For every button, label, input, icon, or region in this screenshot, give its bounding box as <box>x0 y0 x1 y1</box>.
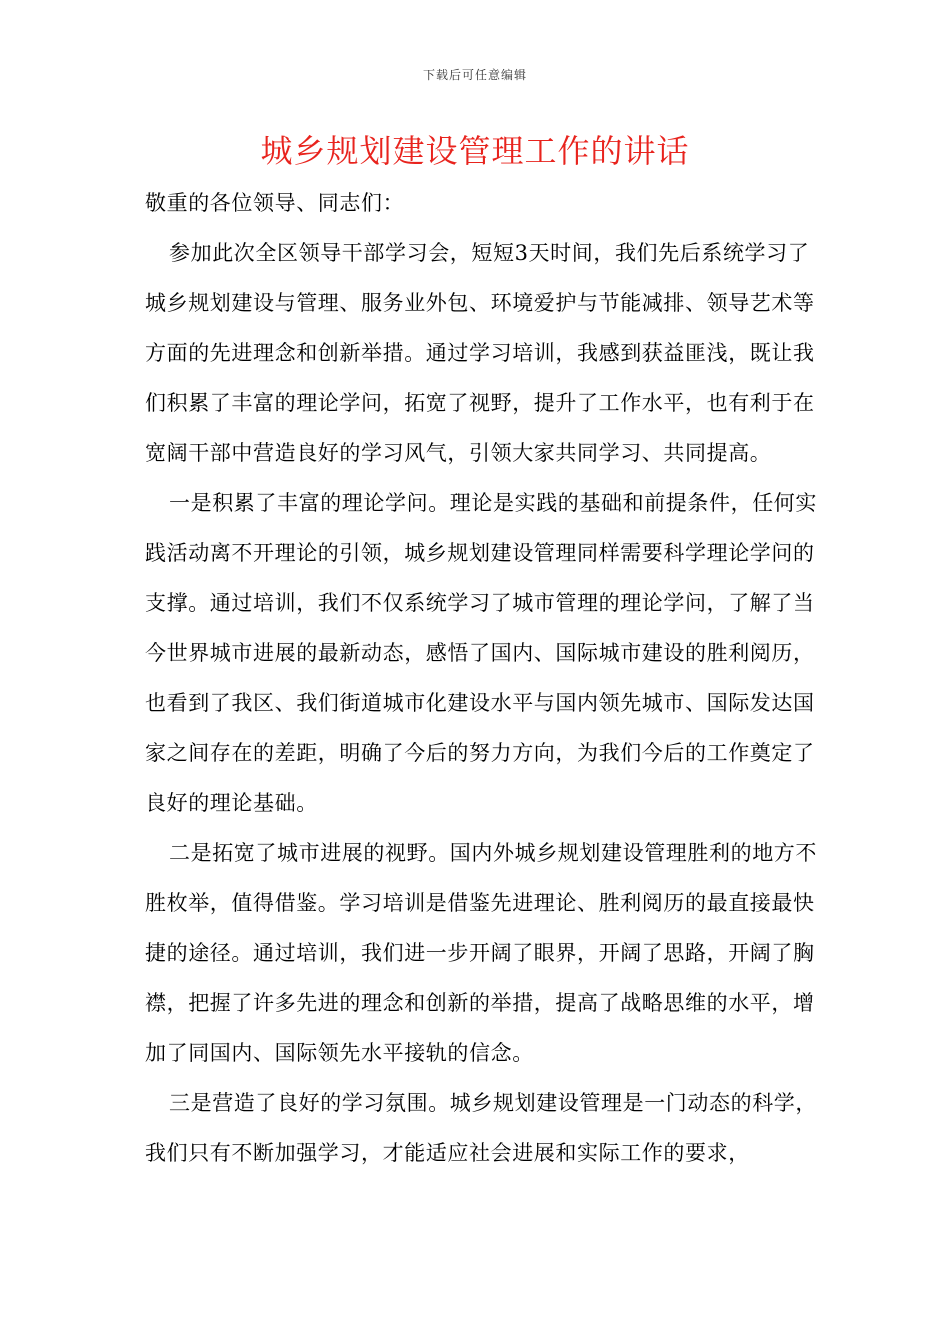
paragraph-3: 二是拓宽了城市进展的视野。国内外城乡规划建设管理胜利的地方不胜枚举，值得借鉴。学习培训是借鉴先进理论、胜利阅历的最直接最快捷的途径。通过培训，我们进一步开阔了眼界，开阔了思路，开阔了胸襟，把握了许多先进的理念和创新的举措，提高了战略思维的水平，增加了同国内、国际领先水平接轨的信念。 <box>145 841 817 1065</box>
paragraph-2: 一是积累了丰富的理论学问。理论是实践的基础和前提条件，任何实践活动离不开理论的引领，城乡规划建设管理同样需要科学理论学问的支撑。通过培训，我们不仅系统学习了城市管理的理论学问，了解了当今世界城市进展的最新动态，感悟了国内、国际城市建设的胜利阅历，也看到了我区、我们街道城市化建设水平与国内领先城市、国际发达国家之间存在的差距，明确了今后的努力方向，为我们今后的工作奠定了良好的理论基础。 <box>145 491 817 815</box>
paragraph-1: 参加此次全区领导干部学习会，短短3天时间，我们先后系统学习了城乡规划建设与管理、服务业外包、环境爱护与节能减排、领导艺术等方面的先进理念和创新举措。通过学习培训，我感到获益匪浅，既让我们积累了丰富的理论学问，拓宽了视野，提升了工作水平，也有利于在宽阔干部中营造良好的学习风气，引领大家共同学习、共同提高。 <box>145 241 815 465</box>
document-title: 城乡规划建设管理工作的讲话 <box>260 132 690 170</box>
salutation: 敬重的各位领导、同志们： <box>145 191 405 215</box>
header-note: 下载后可任意编辑 <box>422 68 527 82</box>
paragraph-4: 三是营造了良好的学习氛围。城乡规划建设管理是一门动态的科学，我们只有不断加强学习，才能适应社会进展和实际工作的要求， <box>145 1091 817 1165</box>
document-body <box>145 178 825 1178</box>
